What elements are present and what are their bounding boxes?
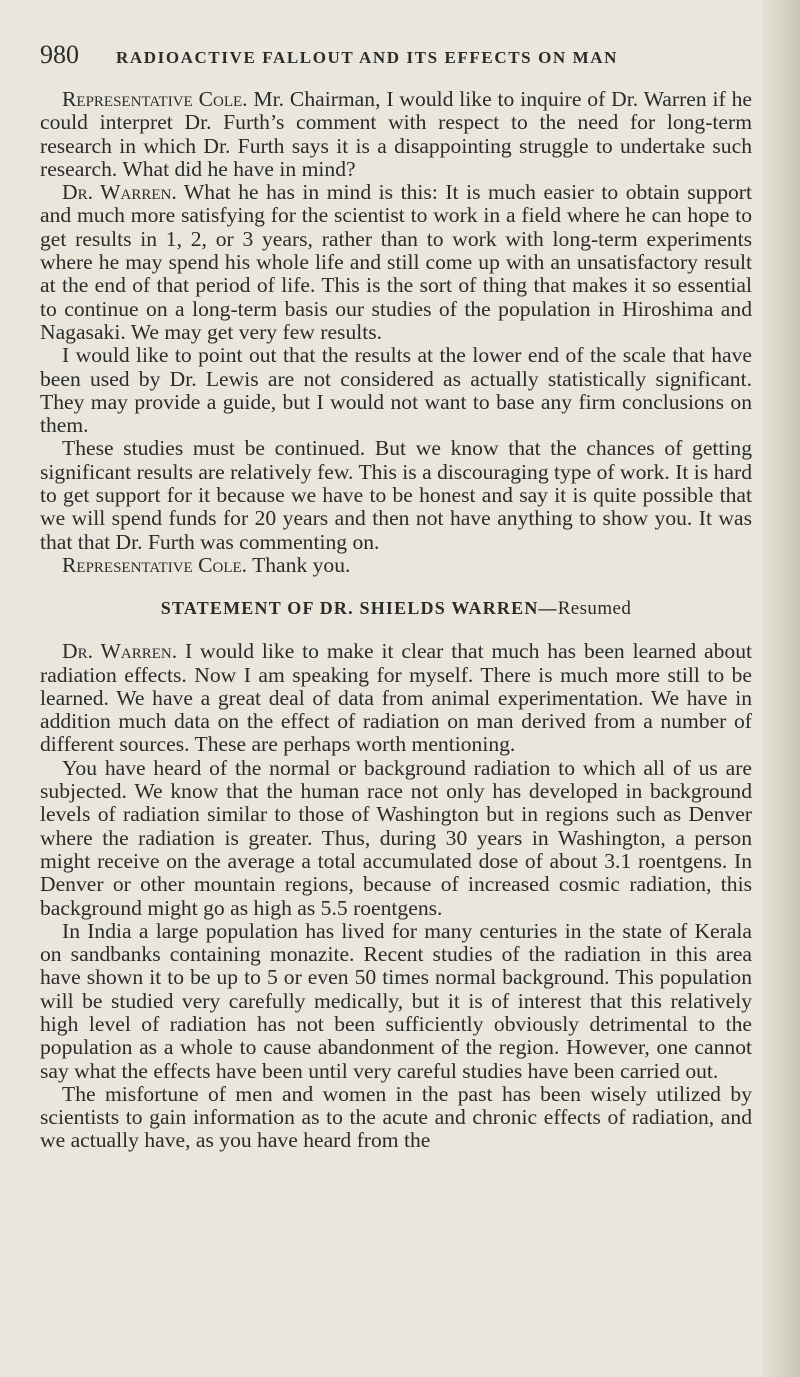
paragraph-text: These studies must be continued. But we know that the chances of getting significant results are relatively few. This is a discouraging type of work. It is hard to get support for it because we have to be honest and say it is quite possible that we will spend funds for 20 years and then not have anything to show you. It was that that Dr. Furth was commenting on. — [40, 436, 752, 554]
speaker-name: Dr. Warren. — [62, 180, 177, 205]
speaker-name: Representative Cole. — [62, 87, 248, 111]
document-page — [40, 40, 752, 1153]
paragraph — [40, 920, 752, 1083]
paragraph-text: Thank you. — [247, 552, 351, 577]
paragraph — [40, 437, 752, 553]
paragraph — [40, 88, 752, 181]
paragraph — [40, 640, 752, 756]
section-heading-title: STATEMENT OF DR. SHIELDS WARREN— — [160, 598, 558, 619]
paragraph — [40, 554, 752, 577]
section-heading-resumed: Resumed — [557, 598, 632, 620]
page-number: 980 — [40, 40, 79, 69]
paragraph-text: Mr. Chairman, I would like to inquire of Dr. Warren if he could interpret Dr. Furth’s comment with respect to the need for long-term research in which Dr. Furth says it is a disappointing struggle to undertake such research. What did he have in mind? — [40, 87, 752, 181]
paragraph-text: I would like to point out that the results at the lower end of the scale that have been used by Dr. Lewis are not considered as actually statistically significant. They may provide a guide, but I would not want to base any firm conclusions on them. — [40, 343, 752, 438]
running-title: RADIOACTIVE FALLOUT AND ITS EFFECTS ON MAN — [116, 48, 619, 67]
speaker-name: Dr. Warren. — [62, 639, 178, 664]
paragraph-text: I would like to make it clear that much has been learned about radiation effects. Now I am speaking for myself. There is much more still to be learned. We have a great deal of data from animal experimentation. We have in addition much data on the effect of radiation on man derived from a number of different sources. These are perhaps worth mentioning. — [40, 639, 752, 757]
section-heading — [40, 598, 752, 620]
page-edge-shadow — [762, 0, 800, 1377]
speaker-name: Representative Cole. — [62, 552, 248, 577]
paragraph — [40, 757, 752, 920]
running-header — [40, 40, 752, 70]
paragraph-text: You have heard of the normal or background radiation to which all of us are subjected. We know that the human race not only has developed in background levels of radiation similar to those of Washington but in regions such as Denver where the radiation is greater. Thus, during 30 years in Washington, a person might receive on the average a total accumulated dose of about 3.1 roentgens. In Denver or other mountain regions, because of increased cosmic radiation, this background might go as high as 5.5 roentgens. — [40, 755, 752, 920]
paragraph — [40, 344, 752, 437]
paragraph — [40, 1083, 752, 1153]
paragraph — [40, 181, 752, 344]
paragraph-text: The misfortune of men and women in the past has been wisely utilized by scientists to gain information as to the acute and chronic effects of radiation, and we actually have, as you have heard from the — [40, 1081, 752, 1153]
paragraph-text: In India a large population has lived for many centuries in the state of Kerala on sandbanks containing monazite. Recent studies of the radiation in this area have shown it to be up to 5 or even 50 times normal background. This population will be studied very carefully medically, but it is of interest that this relatively high level of radiation has not been sufficiently obviously detrimental to the population as a whole to cause abandonment of the region. However, one cannot say what the effects have been until very careful studies have been carried out. — [40, 918, 752, 1083]
paragraph-text: What he has in mind is this: It is much easier to obtain support and much more satisfying for the scientist to work in a field where he can hope to get results in 1, 2, or 3 years, rather than to work with long-term experiments where he may spend his whole life and still come up with an unsatisfactory result at the end of that period of life. This is the sort of thing that makes it so essential to continue on a long-term basis our studies of the population in Hiroshima and Nagasaki. We may get very few results. — [40, 180, 753, 344]
